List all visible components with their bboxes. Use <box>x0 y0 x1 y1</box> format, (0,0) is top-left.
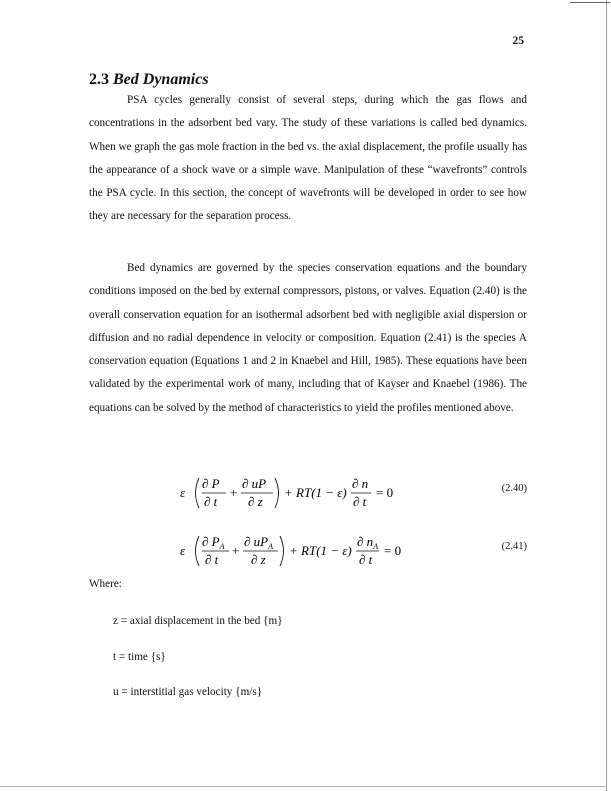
scan-mark <box>570 2 610 3</box>
equation-number: (2.41) <box>501 541 527 552</box>
numerator: ∂ uP <box>244 534 269 549</box>
epsilon-symbol: ε <box>180 485 186 500</box>
section-heading <box>89 71 209 89</box>
numerator: ∂ uP <box>242 476 267 491</box>
where-label: Where: <box>89 578 122 590</box>
numerator: ∂ n <box>352 476 369 491</box>
svg-text:∂ nA <box>357 534 378 551</box>
page-edge <box>606 0 607 791</box>
denominator: ∂ t <box>205 552 219 567</box>
paragraph <box>89 89 527 229</box>
equation-rhs: = 0 <box>384 543 402 558</box>
epsilon-symbol: ε <box>180 543 186 558</box>
denominator: ∂ z <box>248 494 263 509</box>
denominator: ∂ t <box>353 494 367 509</box>
variable-definition: z = axial displacement in the bed {m} <box>113 615 283 627</box>
paragraph <box>89 257 527 420</box>
subscript: A <box>219 542 225 551</box>
denominator: ∂ t <box>204 494 218 509</box>
left-paren <box>196 536 200 566</box>
subscript: A <box>268 542 274 551</box>
section-number: 2.3 <box>89 71 109 88</box>
svg-text:∂ uPA <box>244 534 273 551</box>
left-paren <box>196 478 200 508</box>
equation-term: + RT(1 − ε) <box>289 543 352 558</box>
plus-sign: + <box>230 485 238 500</box>
variable-definition: t = time {s} <box>113 651 166 663</box>
equation-2-41 <box>180 528 527 574</box>
equation-rhs: = 0 <box>376 485 394 500</box>
paragraph-text: PSA cycles generally consist of several steps, during which the gas flows and concentrations in the adsorbent bed vary. The study of these variations is called bed dynamics. When we graph the gas mole fraction in the bed vs. the axial displacement, the profile usually has the appearance of a shock wave or a simple wave. Manipulation of these “wavefronts” controls the PSA cycle. In this section, the concept of wavefronts will be developed in order to see how they are necessary for the separation process. <box>89 94 527 223</box>
subscript: A <box>373 542 379 551</box>
variable-definition: u = interstitial gas velocity {m/s} <box>113 686 263 698</box>
denominator: ∂ z <box>251 552 266 567</box>
right-paren <box>275 478 279 508</box>
right-paren <box>280 536 284 566</box>
page-edge <box>0 786 607 787</box>
equation-term: + RT(1 − ε) <box>284 485 347 500</box>
section-title: Bed Dynamics <box>113 71 209 88</box>
equation-formula <box>180 528 440 574</box>
svg-text:∂ PA <box>202 534 225 551</box>
numerator: ∂ n <box>357 534 374 549</box>
numerator: ∂ P <box>202 476 220 491</box>
plus-sign: + <box>232 543 240 558</box>
numerator: ∂ P <box>202 534 220 549</box>
equation-formula <box>180 470 440 516</box>
equation-2-40 <box>180 470 527 516</box>
denominator: ∂ t <box>359 552 373 567</box>
paragraph-text: Bed dynamics are governed by the species conservation equations and the boundary conditions imposed on the bed by external compressors, pistons, or valves. Equation (2.40) is the overall conservation equation for an isothermal adsorbent bed with negligible axial dispersion or diffusion and no radial dependence in velocity or composition. Equation (2.41) is the species A conservation equation (Equations 1 and 2 in Knaebel and Hill, 1985). These equations have been validated by the experimental work of many, including that of Kayser and Knaebel (1986). The equations can be solved by the method of characteristics to yield the profiles mentioned above. <box>89 262 527 414</box>
equation-number: (2.40) <box>501 483 527 494</box>
page-number: 25 <box>512 35 524 47</box>
